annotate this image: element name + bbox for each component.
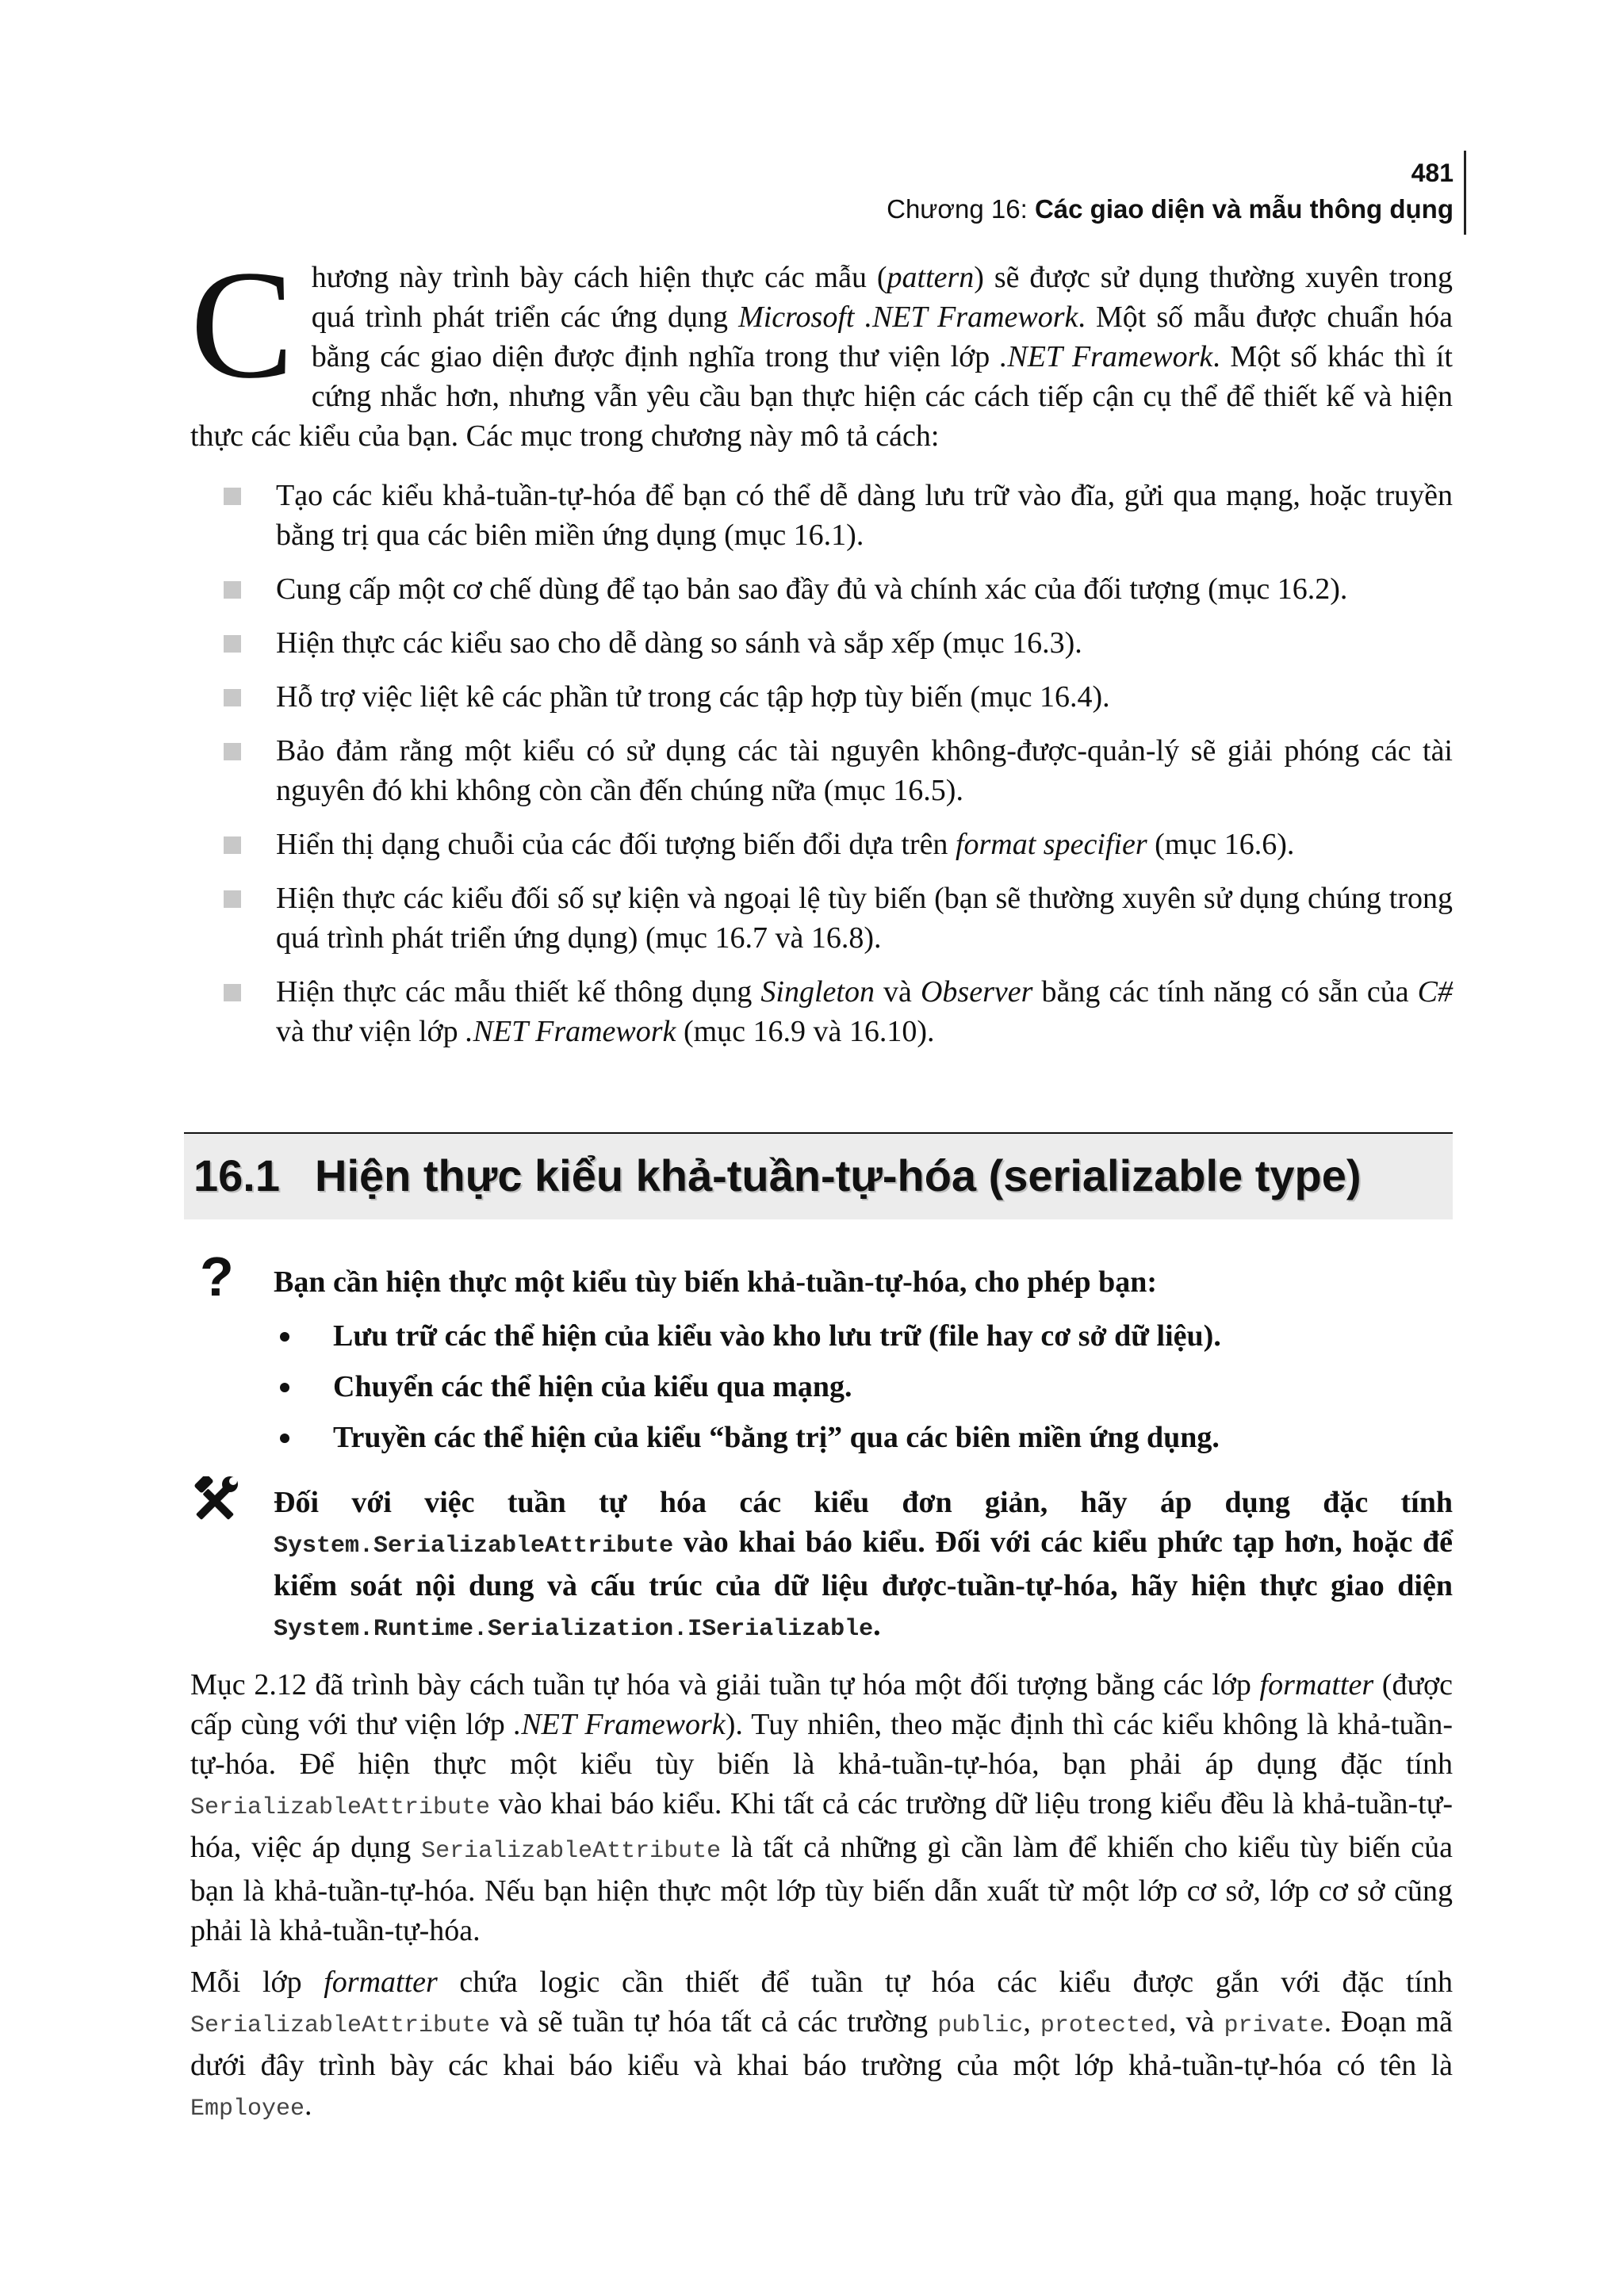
list-item-italic: Singleton [760,975,875,1009]
list-item-italic: Observer [920,975,1033,1009]
problem-item: Truyền các thể hiện của kiểu “bằng trị” qua các biên miền ứng dụng. [274,1418,1453,1457]
intro-text-4: . Một số khác thì ít cứng nhắc hơn, nhưng vẫn yêu cầu bạn thực hiện các cách tiếp cận cụ thể để thiết kế và hiện thực các kiểu của bạn. Các mục trong chương này mô tả cách: [190,340,1453,453]
square-bullet-icon [224,581,241,599]
para-text: chứa logic cần thiết để tuần tự hóa các kiểu được gắn với đặc tính [437,1966,1453,1999]
list-item-text: (mục 16.9 và 16.10). [676,1015,935,1048]
list-item-text: Tạo các kiểu khả-tuần-tự-hóa để bạn có thể dễ dàng lưu trữ vào đĩa, gửi qua mạng, hoặc truyền bằng trị qua các biên miền ứng dụng (mục 16.1). [276,479,1453,552]
section-title: Hiện thực kiểu khả-tuần-tự-hóa (serializable type) [315,1150,1362,1200]
list-item-italic: C# [1417,975,1453,1009]
para-text: Mục 2.12 đã trình bày cách tuần tự hóa và giải tuần tự hóa một đối tượng bằng các lớp [190,1668,1260,1702]
para-italic: .NET Framework [513,1708,726,1741]
para-code: public [937,2012,1024,2039]
problem-item: Lưu trữ các thể hiện của kiểu vào kho lưu trữ (file hay cơ sở dữ liệu). [274,1316,1453,1356]
para-text: và sẽ tuần tự hóa tất cả các trường [490,2005,938,2038]
list-item-text: Hiện thực các kiểu sao cho dễ dàng so sánh và sắp xếp (mục 16.3). [276,626,1082,660]
para-code: private [1224,2012,1324,2039]
para-text: . [304,2088,312,2122]
list-item-text: Cung cấp một cơ chế dùng để tạo bản sao đầy đủ và chính xác của đối tượng (mục 16.2). [276,572,1348,606]
list-item-text: Hiện thực các mẫu thiết kế thông dụng [276,975,761,1009]
list-item [222,879,1453,958]
list-item-text: và thư viện lớp [276,1015,466,1048]
para-code: SerializableAttribute [190,2012,491,2039]
intro-term-pattern: pattern [887,261,975,294]
list-item-text: Hỗ trợ việc liệt kê các phần tử trong các tập hợp tùy biến (mục 16.4). [276,680,1110,714]
list-item [222,825,1453,864]
section-number: 16.1 [193,1150,280,1200]
chapter-prefix: Chương 16: [887,194,1028,224]
square-bullet-icon [224,836,241,854]
intro-text-1: hương này trình bày cách hiện thực các mẫu ( [311,261,887,294]
list-item [222,731,1453,810]
problem-intro: Bạn cần hiện thực một kiểu tùy biến khả-tuần-tự-hóa, cho phép bạn: [274,1265,1158,1299]
drop-cap: C [190,239,294,411]
para-code: SerializableAttribute [190,1794,491,1821]
square-bullet-icon [224,743,241,760]
para-text: , và [1168,2005,1224,2038]
list-item-text: Hiển thị dạng chuỗi của các đối tượng biến đổi dựa trên [276,828,956,861]
header-rule [1464,151,1466,235]
list-item-text: Hiện thực các kiểu đối số sự kiện và ngoại lệ tùy biến (bạn sẽ thường xuyên sử dụng chúng trong quá trình phát triển ứng dụng) (mục 16.7 và 16.8). [276,882,1453,955]
chapter-title: Các giao diện và mẫu thông dụng [1034,194,1454,224]
chapter-heading [887,191,1454,228]
para-text: Mỗi lớp [190,1966,324,1999]
list-item-text: và [874,975,921,1009]
problem-item: Chuyển các thể hiện của kiểu qua mạng. [274,1367,1453,1407]
para-italic: formatter [324,1966,438,1999]
chapter-topic-list [222,476,1453,1066]
list-item [222,569,1453,609]
problem-list [274,1316,1453,1457]
para-text: . Đoạn mã dưới đây trình bày các khai báo kiểu và khai báo trường của một lớp khả-tuần-tự-hóa có tên là [190,2005,1454,2082]
section-heading [193,1148,1362,1204]
question-mark-icon: ? [200,1246,234,1307]
para-text: là tất cả những gì cần làm để khiến cho kiểu tùy biến của bạn là khả-tuần-tự-hóa. Nếu bạn hiện thực một lớp tùy biến dẫn xuất từ một lớp cơ sở, lớp cơ sở cũng phải là khả-tuần-tự-hóa. [190,1831,1453,1947]
para-code: protected [1040,2012,1169,2039]
list-item [222,623,1453,663]
square-bullet-icon [224,635,241,653]
square-bullet-icon [224,689,241,706]
solution-code: System.SerializableAttribute [274,1533,674,1560]
para-text: , [1023,2005,1040,2038]
intro-text-3: . Một số mẫu được chuẩn hóa bằng các giao diện được định nghĩa trong thư viện lớp [311,301,1453,373]
intro-term-netfw: .NET Framework [999,340,1213,373]
body-paragraph-2 [190,1962,1453,2129]
para-text: (được cấp cùng với thư viện lớp [190,1668,1453,1741]
intro-term-msnet: Microsoft .NET Framework [738,301,1078,334]
list-item [222,677,1453,717]
solution-text: Đối với việc tuần tự hóa các kiểu đơn giản, hãy áp dụng đặc tính [274,1486,1453,1519]
para-code: SerializableAttribute [421,1838,722,1865]
para-text: ). Tuy nhiên, theo mặc định thì các kiểu không là khả-tuần-tự-hóa. Để hiện thực một kiểu tùy biến là khả-tuần-tự-hóa, bạn phải áp dụng đặc tính [190,1708,1453,1781]
list-item-text: Bảo đảm rằng một kiểu có sử dụng các tài nguyên không-được-quản-lý sẽ giải phóng các tài nguyên đó khi không còn cần đến chúng nữa (mục 16.5). [276,734,1453,807]
list-item-italic: .NET Framework [465,1015,676,1048]
list-item-italic: format specifier [955,828,1147,861]
para-italic: formatter [1259,1668,1374,1702]
list-item-text: (mục 16.6). [1147,828,1295,861]
para-text: vào khai báo kiểu. Khi tất cả các trường dữ liệu trong kiểu đều là khả-tuần-tự-hóa, việc áp dụng [190,1787,1453,1864]
list-item [222,972,1453,1051]
list-item [222,476,1453,555]
problem-statement [274,1262,1453,1468]
page-number: 481 [1411,159,1454,187]
intro-paragraph [190,239,1453,456]
solution-code: System.Runtime.Serialization.ISerializable [274,1616,874,1643]
list-item-text: bằng các tính năng có sẵn của [1032,975,1418,1009]
square-bullet-icon [224,488,241,505]
solution-text: vào khai báo kiểu. Đối với các kiểu phức tạp hơn, hoặc để kiểm soát nội dung và cấu trúc của dữ liệu được-tuần-tự-hóa, hãy hiện thực giao diện [274,1525,1453,1602]
solution-statement [274,1483,1453,1649]
body-paragraph-1 [190,1665,1453,1950]
tools-icon [190,1476,239,1525]
page-header [887,155,1454,228]
para-code: Employee [190,2096,305,2123]
solution-text: . [873,1609,881,1642]
square-bullet-icon [224,984,241,1001]
intro-text-2: ) sẽ được sử dụng thường xuyên trong quá trình phát triển các ứng dụng [311,261,1453,334]
square-bullet-icon [224,890,241,908]
